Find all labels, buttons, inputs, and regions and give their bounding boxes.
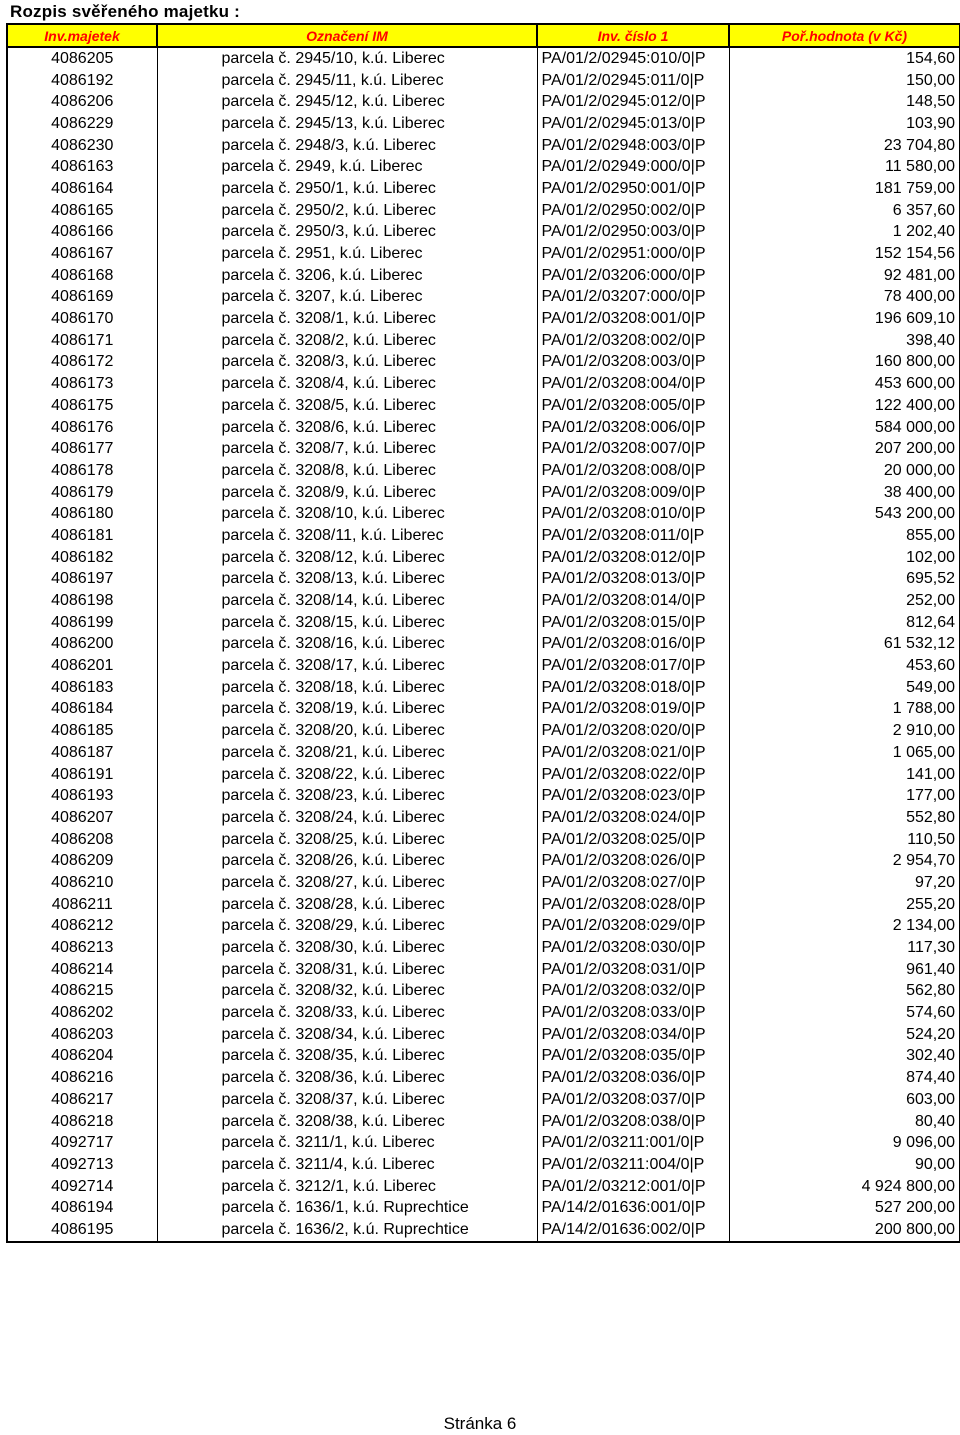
value-cell: 148,50 [729,91,960,113]
table-row [7,547,960,569]
asset-name-cell: parcela č. 3208/7, k.ú. Liberec [157,438,537,460]
value-cell: 2 134,00 [729,916,960,938]
value-cell: 9 096,00 [729,1132,960,1154]
table-header [7,24,960,47]
inventory-number-cell: PA/01/2/02945:011/0|P [537,70,729,92]
inventory-number-cell: PA/01/2/03208:030/0|P [537,937,729,959]
column-header-oznaceni-im: Označení IM [157,24,537,47]
asset-name-cell: parcela č. 3208/23, k.ú. Liberec [157,785,537,807]
table-row [7,330,960,352]
value-cell: 150,00 [729,70,960,92]
inventory-number-cell: PA/01/2/03211:001/0|P [537,1132,729,1154]
value-cell: 562,80 [729,981,960,1003]
table-row [7,807,960,829]
table-row [7,503,960,525]
inventory-number-cell: PA/01/2/03208:010/0|P [537,503,729,525]
table-row [7,916,960,938]
asset-id-cell: 4086171 [7,330,157,352]
asset-name-cell: parcela č. 1636/1, k.ú. Ruprechtice [157,1197,537,1219]
asset-name-cell: parcela č. 2945/12, k.ú. Liberec [157,91,537,113]
inventory-number-cell: PA/01/2/02950:001/0|P [537,178,729,200]
table-row [7,634,960,656]
asset-name-cell: parcela č. 3208/9, k.ú. Liberec [157,482,537,504]
inventory-number-cell: PA/01/2/03208:002/0|P [537,330,729,352]
value-cell: 574,60 [729,1002,960,1024]
value-cell: 4 924 800,00 [729,1176,960,1198]
column-header-inv-majetek: Inv.majetek [7,24,157,47]
asset-id-cell: 4086213 [7,937,157,959]
inventory-number-cell: PA/01/2/03208:016/0|P [537,634,729,656]
value-cell: 207 200,00 [729,438,960,460]
value-cell: 20 000,00 [729,460,960,482]
inventory-number-cell: PA/01/2/03208:004/0|P [537,373,729,395]
asset-id-cell: 4086205 [7,47,157,70]
asset-name-cell: parcela č. 3208/12, k.ú. Liberec [157,547,537,569]
asset-name-cell: parcela č. 3208/20, k.ú. Liberec [157,720,537,742]
asset-id-cell: 4086191 [7,764,157,786]
asset-id-cell: 4086166 [7,222,157,244]
value-cell: 1 065,00 [729,742,960,764]
asset-id-cell: 4086214 [7,959,157,981]
table-row [7,1002,960,1024]
asset-id-cell: 4092717 [7,1132,157,1154]
inventory-number-cell: PA/01/2/03208:034/0|P [537,1024,729,1046]
table-row [7,373,960,395]
asset-id-cell: 4092714 [7,1176,157,1198]
inventory-number-cell: PA/01/2/03208:012/0|P [537,547,729,569]
asset-name-cell: parcela č. 3212/1, k.ú. Liberec [157,1176,537,1198]
inventory-number-cell: PA/01/2/03208:003/0|P [537,352,729,374]
table-row [7,894,960,916]
asset-id-cell: 4086192 [7,70,157,92]
asset-id-cell: 4086212 [7,916,157,938]
value-cell: 78 400,00 [729,287,960,309]
table-row [7,872,960,894]
asset-id-cell: 4086215 [7,981,157,1003]
value-cell: 453,60 [729,655,960,677]
asset-id-cell: 4086218 [7,1111,157,1133]
asset-id-cell: 4086164 [7,178,157,200]
value-cell: 398,40 [729,330,960,352]
inventory-number-cell: PA/01/2/02945:012/0|P [537,91,729,113]
table-row [7,1154,960,1176]
table-row [7,91,960,113]
table-row [7,243,960,265]
table-row [7,460,960,482]
asset-name-cell: parcela č. 3208/3, k.ú. Liberec [157,352,537,374]
asset-id-cell: 4086198 [7,590,157,612]
table-row [7,47,960,70]
asset-name-cell: parcela č. 3206, k.ú. Liberec [157,265,537,287]
asset-name-cell: parcela č. 2945/10, k.ú. Liberec [157,47,537,70]
table-row [7,1176,960,1198]
value-cell: 2 954,70 [729,850,960,872]
asset-name-cell: parcela č. 3211/4, k.ú. Liberec [157,1154,537,1176]
inventory-number-cell: PA/01/2/03208:023/0|P [537,785,729,807]
asset-name-cell: parcela č. 3208/18, k.ú. Liberec [157,677,537,699]
asset-name-cell: parcela č. 3208/4, k.ú. Liberec [157,373,537,395]
asset-name-cell: parcela č. 3208/29, k.ú. Liberec [157,916,537,938]
asset-id-cell: 4086208 [7,829,157,851]
inventory-number-cell: PA/01/2/02948:003/0|P [537,135,729,157]
asset-id-cell: 4086185 [7,720,157,742]
inventory-number-cell: PA/01/2/03208:008/0|P [537,460,729,482]
value-cell: 552,80 [729,807,960,829]
inventory-number-cell: PA/01/2/03208:029/0|P [537,916,729,938]
asset-id-cell: 4086216 [7,1067,157,1089]
value-cell: 103,90 [729,113,960,135]
asset-id-cell: 4086195 [7,1219,157,1242]
value-cell: 154,60 [729,47,960,70]
value-cell: 200 800,00 [729,1219,960,1242]
table-row [7,200,960,222]
table-row [7,222,960,244]
table-row [7,720,960,742]
table-body [7,47,960,1242]
asset-id-cell: 4086207 [7,807,157,829]
table-row [7,482,960,504]
asset-name-cell: parcela č. 3208/11, k.ú. Liberec [157,525,537,547]
value-cell: 603,00 [729,1089,960,1111]
asset-name-cell: parcela č. 3208/13, k.ú. Liberec [157,569,537,591]
table-row [7,829,960,851]
inventory-number-cell: PA/01/2/02945:010/0|P [537,47,729,70]
value-cell: 23 704,80 [729,135,960,157]
inventory-number-cell: PA/01/2/03208:001/0|P [537,308,729,330]
asset-name-cell: parcela č. 2945/13, k.ú. Liberec [157,113,537,135]
asset-name-cell: parcela č. 3208/6, k.ú. Liberec [157,417,537,439]
inventory-number-cell: PA/14/2/01636:002/0|P [537,1219,729,1242]
value-cell: 11 580,00 [729,156,960,178]
asset-id-cell: 4086199 [7,612,157,634]
inventory-number-cell: PA/01/2/03208:007/0|P [537,438,729,460]
asset-id-cell: 4086203 [7,1024,157,1046]
asset-name-cell: parcela č. 3208/31, k.ú. Liberec [157,959,537,981]
value-cell: 524,20 [729,1024,960,1046]
value-cell: 141,00 [729,764,960,786]
asset-id-cell: 4086181 [7,525,157,547]
asset-name-cell: parcela č. 3208/37, k.ú. Liberec [157,1089,537,1111]
value-cell: 152 154,56 [729,243,960,265]
asset-name-cell: parcela č. 3208/33, k.ú. Liberec [157,1002,537,1024]
asset-id-cell: 4086183 [7,677,157,699]
table-row [7,438,960,460]
value-cell: 1 202,40 [729,222,960,244]
table-row [7,937,960,959]
inventory-number-cell: PA/01/2/03208:020/0|P [537,720,729,742]
asset-id-cell: 4086197 [7,569,157,591]
value-cell: 80,40 [729,1111,960,1133]
inventory-number-cell: PA/01/2/03208:037/0|P [537,1089,729,1111]
table-row [7,742,960,764]
asset-id-cell: 4086204 [7,1046,157,1068]
value-cell: 855,00 [729,525,960,547]
value-cell: 6 357,60 [729,200,960,222]
inventory-number-cell: PA/01/2/03208:036/0|P [537,1067,729,1089]
asset-id-cell: 4086187 [7,742,157,764]
asset-name-cell: parcela č. 3208/24, k.ú. Liberec [157,807,537,829]
value-cell: 961,40 [729,959,960,981]
inventory-number-cell: PA/01/2/03208:038/0|P [537,1111,729,1133]
table-row [7,395,960,417]
value-cell: 92 481,00 [729,265,960,287]
asset-id-cell: 4086230 [7,135,157,157]
table-row [7,764,960,786]
asset-name-cell: parcela č. 3208/5, k.ú. Liberec [157,395,537,417]
table-row [7,590,960,612]
value-cell: 255,20 [729,894,960,916]
asset-id-cell: 4086184 [7,699,157,721]
inventory-number-cell: PA/01/2/03208:009/0|P [537,482,729,504]
page-number: Stránka 6 [443,1414,517,1433]
asset-name-cell: parcela č. 3208/27, k.ú. Liberec [157,872,537,894]
asset-id-cell: 4086217 [7,1089,157,1111]
table-row [7,1111,960,1133]
inventory-number-cell: PA/14/2/01636:001/0|P [537,1197,729,1219]
value-cell: 874,40 [729,1067,960,1089]
table-row [7,70,960,92]
asset-name-cell: parcela č. 3208/10, k.ú. Liberec [157,503,537,525]
asset-name-cell: parcela č. 3208/28, k.ú. Liberec [157,894,537,916]
asset-id-cell: 4086211 [7,894,157,916]
table-row [7,981,960,1003]
table-row [7,156,960,178]
inventory-number-cell: PA/01/2/03208:033/0|P [537,1002,729,1024]
column-header-inv-cislo: Inv. číslo 1 [537,24,729,47]
asset-id-cell: 4086194 [7,1197,157,1219]
value-cell: 252,00 [729,590,960,612]
value-cell: 110,50 [729,829,960,851]
inventory-number-cell: PA/01/2/03208:024/0|P [537,807,729,829]
value-cell: 302,40 [729,1046,960,1068]
inventory-number-cell: PA/01/2/03208:019/0|P [537,699,729,721]
asset-id-cell: 4086193 [7,785,157,807]
inventory-number-cell: PA/01/2/03208:028/0|P [537,894,729,916]
asset-id-cell: 4092713 [7,1154,157,1176]
asset-name-cell: parcela č. 3208/19, k.ú. Liberec [157,699,537,721]
inventory-number-cell: PA/01/2/03208:014/0|P [537,590,729,612]
table-row [7,1089,960,1111]
value-cell: 177,00 [729,785,960,807]
asset-name-cell: parcela č. 3208/21, k.ú. Liberec [157,742,537,764]
asset-id-cell: 4086169 [7,287,157,309]
asset-name-cell: parcela č. 2951, k.ú. Liberec [157,243,537,265]
asset-id-cell: 4086167 [7,243,157,265]
table-row [7,1219,960,1242]
asset-id-cell: 4086165 [7,200,157,222]
value-cell: 90,00 [729,1154,960,1176]
table-row [7,655,960,677]
asset-id-cell: 4086201 [7,655,157,677]
asset-id-cell: 4086209 [7,850,157,872]
inventory-number-cell: PA/01/2/03208:006/0|P [537,417,729,439]
page-title: Rozpis svěřeného majetku : [10,2,241,21]
inventory-number-cell: PA/01/2/03211:004/0|P [537,1154,729,1176]
asset-id-cell: 4086168 [7,265,157,287]
asset-id-cell: 4086173 [7,373,157,395]
inventory-number-cell: PA/01/2/03208:013/0|P [537,569,729,591]
table-row [7,1046,960,1068]
asset-id-cell: 4086229 [7,113,157,135]
table-row [7,525,960,547]
table-row [7,352,960,374]
asset-id-cell: 4086210 [7,872,157,894]
table-row [7,850,960,872]
inventory-number-cell: PA/01/2/03208:025/0|P [537,829,729,851]
asset-name-cell: parcela č. 3208/2, k.ú. Liberec [157,330,537,352]
value-cell: 2 910,00 [729,720,960,742]
table-row [7,1197,960,1219]
inventory-number-cell: PA/01/2/03208:011/0|P [537,525,729,547]
assets-table [6,23,960,1243]
inventory-number-cell: PA/01/2/02945:013/0|P [537,113,729,135]
value-cell: 1 788,00 [729,699,960,721]
header-row [7,24,960,47]
inventory-number-cell: PA/01/2/03208:018/0|P [537,677,729,699]
value-cell: 196 609,10 [729,308,960,330]
asset-name-cell: parcela č. 3208/1, k.ú. Liberec [157,308,537,330]
value-cell: 584 000,00 [729,417,960,439]
asset-name-cell: parcela č. 3208/38, k.ú. Liberec [157,1111,537,1133]
asset-name-cell: parcela č. 2949, k.ú. Liberec [157,156,537,178]
asset-name-cell: parcela č. 3208/8, k.ú. Liberec [157,460,537,482]
value-cell: 549,00 [729,677,960,699]
inventory-number-cell: PA/01/2/02949:000/0|P [537,156,729,178]
asset-id-cell: 4086172 [7,352,157,374]
value-cell: 695,52 [729,569,960,591]
asset-name-cell: parcela č. 3208/34, k.ú. Liberec [157,1024,537,1046]
asset-id-cell: 4086182 [7,547,157,569]
value-cell: 812,64 [729,612,960,634]
value-cell: 453 600,00 [729,373,960,395]
asset-id-cell: 4086200 [7,634,157,656]
asset-id-cell: 4086170 [7,308,157,330]
table-row [7,308,960,330]
asset-id-cell: 4086179 [7,482,157,504]
asset-name-cell: parcela č. 2945/11, k.ú. Liberec [157,70,537,92]
inventory-number-cell: PA/01/2/03207:000/0|P [537,287,729,309]
asset-id-cell: 4086177 [7,438,157,460]
asset-id-cell: 4086206 [7,91,157,113]
asset-name-cell: parcela č. 3208/14, k.ú. Liberec [157,590,537,612]
asset-name-cell: parcela č. 3208/32, k.ú. Liberec [157,981,537,1003]
table-row [7,785,960,807]
inventory-number-cell: PA/01/2/03208:027/0|P [537,872,729,894]
table-row [7,1132,960,1154]
asset-name-cell: parcela č. 2948/3, k.ú. Liberec [157,135,537,157]
table-row [7,135,960,157]
asset-name-cell: parcela č. 3208/16, k.ú. Liberec [157,634,537,656]
inventory-number-cell: PA/01/2/02950:002/0|P [537,200,729,222]
table-row [7,113,960,135]
inventory-number-cell: PA/01/2/03208:017/0|P [537,655,729,677]
asset-name-cell: parcela č. 3208/35, k.ú. Liberec [157,1046,537,1068]
inventory-number-cell: PA/01/2/03206:000/0|P [537,265,729,287]
asset-name-cell: parcela č. 3211/1, k.ú. Liberec [157,1132,537,1154]
table-row [7,1024,960,1046]
asset-id-cell: 4086163 [7,156,157,178]
inventory-number-cell: PA/01/2/03208:022/0|P [537,764,729,786]
value-cell: 38 400,00 [729,482,960,504]
inventory-number-cell: PA/01/2/03208:035/0|P [537,1046,729,1068]
table-row [7,699,960,721]
table-row [7,1067,960,1089]
inventory-number-cell: PA/01/2/03208:005/0|P [537,395,729,417]
value-cell: 117,30 [729,937,960,959]
asset-id-cell: 4086202 [7,1002,157,1024]
inventory-number-cell: PA/01/2/03208:021/0|P [537,742,729,764]
inventory-number-cell: PA/01/2/02950:003/0|P [537,222,729,244]
asset-name-cell: parcela č. 2950/3, k.ú. Liberec [157,222,537,244]
asset-name-cell: parcela č. 2950/1, k.ú. Liberec [157,178,537,200]
asset-name-cell: parcela č. 1636/2, k.ú. Ruprechtice [157,1219,537,1242]
asset-name-cell: parcela č. 3208/15, k.ú. Liberec [157,612,537,634]
value-cell: 122 400,00 [729,395,960,417]
value-cell: 160 800,00 [729,352,960,374]
table-row [7,612,960,634]
value-cell: 181 759,00 [729,178,960,200]
asset-name-cell: parcela č. 3208/36, k.ú. Liberec [157,1067,537,1089]
inventory-number-cell: PA/01/2/03212:001/0|P [537,1176,729,1198]
inventory-number-cell: PA/01/2/02951:000/0|P [537,243,729,265]
asset-id-cell: 4086175 [7,395,157,417]
table-row [7,677,960,699]
inventory-number-cell: PA/01/2/03208:015/0|P [537,612,729,634]
inventory-number-cell: PA/01/2/03208:031/0|P [537,959,729,981]
value-cell: 97,20 [729,872,960,894]
asset-name-cell: parcela č. 3207, k.ú. Liberec [157,287,537,309]
value-cell: 102,00 [729,547,960,569]
table-row [7,959,960,981]
table-row [7,265,960,287]
asset-id-cell: 4086176 [7,417,157,439]
table-row [7,569,960,591]
asset-id-cell: 4086180 [7,503,157,525]
value-cell: 61 532,12 [729,634,960,656]
table-row [7,287,960,309]
asset-id-cell: 4086178 [7,460,157,482]
column-header-por-hodnota: Poř.hodnota (v Kč) [729,24,960,47]
asset-name-cell: parcela č. 3208/30, k.ú. Liberec [157,937,537,959]
asset-name-cell: parcela č. 3208/25, k.ú. Liberec [157,829,537,851]
value-cell: 527 200,00 [729,1197,960,1219]
value-cell: 543 200,00 [729,503,960,525]
inventory-number-cell: PA/01/2/03208:032/0|P [537,981,729,1003]
asset-name-cell: parcela č. 2950/2, k.ú. Liberec [157,200,537,222]
asset-name-cell: parcela č. 3208/17, k.ú. Liberec [157,655,537,677]
inventory-number-cell: PA/01/2/03208:026/0|P [537,850,729,872]
asset-name-cell: parcela č. 3208/26, k.ú. Liberec [157,850,537,872]
table-row [7,178,960,200]
table-row [7,417,960,439]
asset-name-cell: parcela č. 3208/22, k.ú. Liberec [157,764,537,786]
